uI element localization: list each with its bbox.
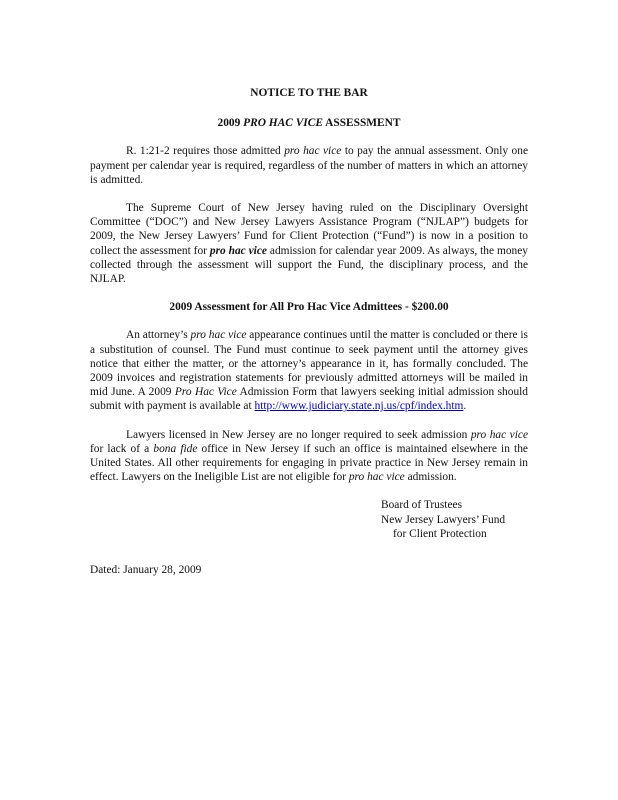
subtitle-phrase: PRO HAC VICE bbox=[243, 117, 323, 130]
notice-title: NOTICE TO THE BAR bbox=[250, 87, 368, 99]
para3-italic-1: pro hac vice bbox=[190, 329, 247, 342]
dated-line: Dated: January 28, 2009 bbox=[90, 564, 202, 577]
para4-italic-1: pro hac vice bbox=[470, 428, 528, 441]
para3-text-4: . bbox=[463, 400, 467, 413]
paragraph-supreme-court bbox=[90, 201, 528, 286]
paragraph-rule bbox=[90, 144, 528, 187]
para2-text-1: The Supreme Court of New Jersey having ruled on the Disciplinary Oversight Committee (“DOC”) and New Jersey Lawyers Assistance Program (“NJLAP”) budgets for 2009, the New Jersey Lawyers’ Fund for Client Protection (“Fund”) is now in a position to collect the assessment for bbox=[90, 202, 528, 257]
subtitle-year: 2009 bbox=[217, 117, 244, 130]
para1-text-2: to pay the annual assessment. Only one payment per calendar year is required, regardless of the number of matters in which an attorney is admitted. bbox=[90, 145, 529, 186]
para1-italic-1: pro hac vice bbox=[284, 145, 342, 158]
judiciary-link[interactable]: http://www.judiciary.state.nj.us/cpf/index.htm bbox=[254, 400, 464, 413]
para2-bold-italic-1: pro hac vice bbox=[209, 244, 267, 257]
para4-text-1: Lawyers licensed in New Jersey are no longer required to seek admission bbox=[126, 428, 471, 441]
para4-text-2: for lack of a bbox=[90, 442, 154, 455]
paragraph-appearance bbox=[90, 328, 528, 413]
para4-italic-3: pro hac vice bbox=[348, 471, 405, 484]
assessment-subtitle bbox=[90, 116, 528, 130]
para1-text-1: R. 1:21-2 requires those admitted bbox=[126, 145, 285, 158]
para3-text-2: appearance continues until the matter is concluded or there is a substitution of counsel. The Fund must continue to seek payment until the attorney gives notice that either the matter, or the attorney’s appearance in it, has formally concluded. The 2009 invoices and registration statements for previously admitted attorneys will be mailed in mid June. A 2009 bbox=[90, 329, 528, 399]
subtitle-rest: ASSESSMENT bbox=[322, 117, 401, 130]
assessment-amount-heading: 2009 Assessment for All Pro Hac Vice Admittees - $200.00 bbox=[169, 301, 449, 314]
para4-text-3: office in New Jersey if such an office is maintained elsewhere in the United States. All other requirements for engaging in private practice in New Jersey remain in effect. Lawyers on the Ineligible List are not eligible for bbox=[90, 442, 528, 484]
signature-block bbox=[381, 498, 528, 541]
para4-italic-2: bona fide bbox=[153, 442, 198, 455]
para3-text-1: An attorney’s bbox=[126, 329, 191, 342]
paragraph-licensed-lawyers bbox=[90, 428, 528, 485]
notice-document bbox=[90, 86, 528, 577]
signature-line-2: New Jersey Lawyers’ Fund bbox=[381, 513, 506, 526]
para3-text-3: Admission Form that lawyers seeking initial admission should submit with payment is available at bbox=[90, 386, 528, 413]
para3-italic-2: Pro Hac Vice bbox=[174, 386, 237, 399]
para4-text-4: admission. bbox=[404, 471, 457, 484]
signature-line-3: for Client Protection bbox=[393, 527, 487, 540]
para2-text-2: admission for calendar year 2009. As always, the money collected through the assessment will support the Fund, the disciplinary process, and the NJLAP. bbox=[90, 244, 528, 286]
signature-line-1: Board of Trustees bbox=[381, 499, 463, 512]
